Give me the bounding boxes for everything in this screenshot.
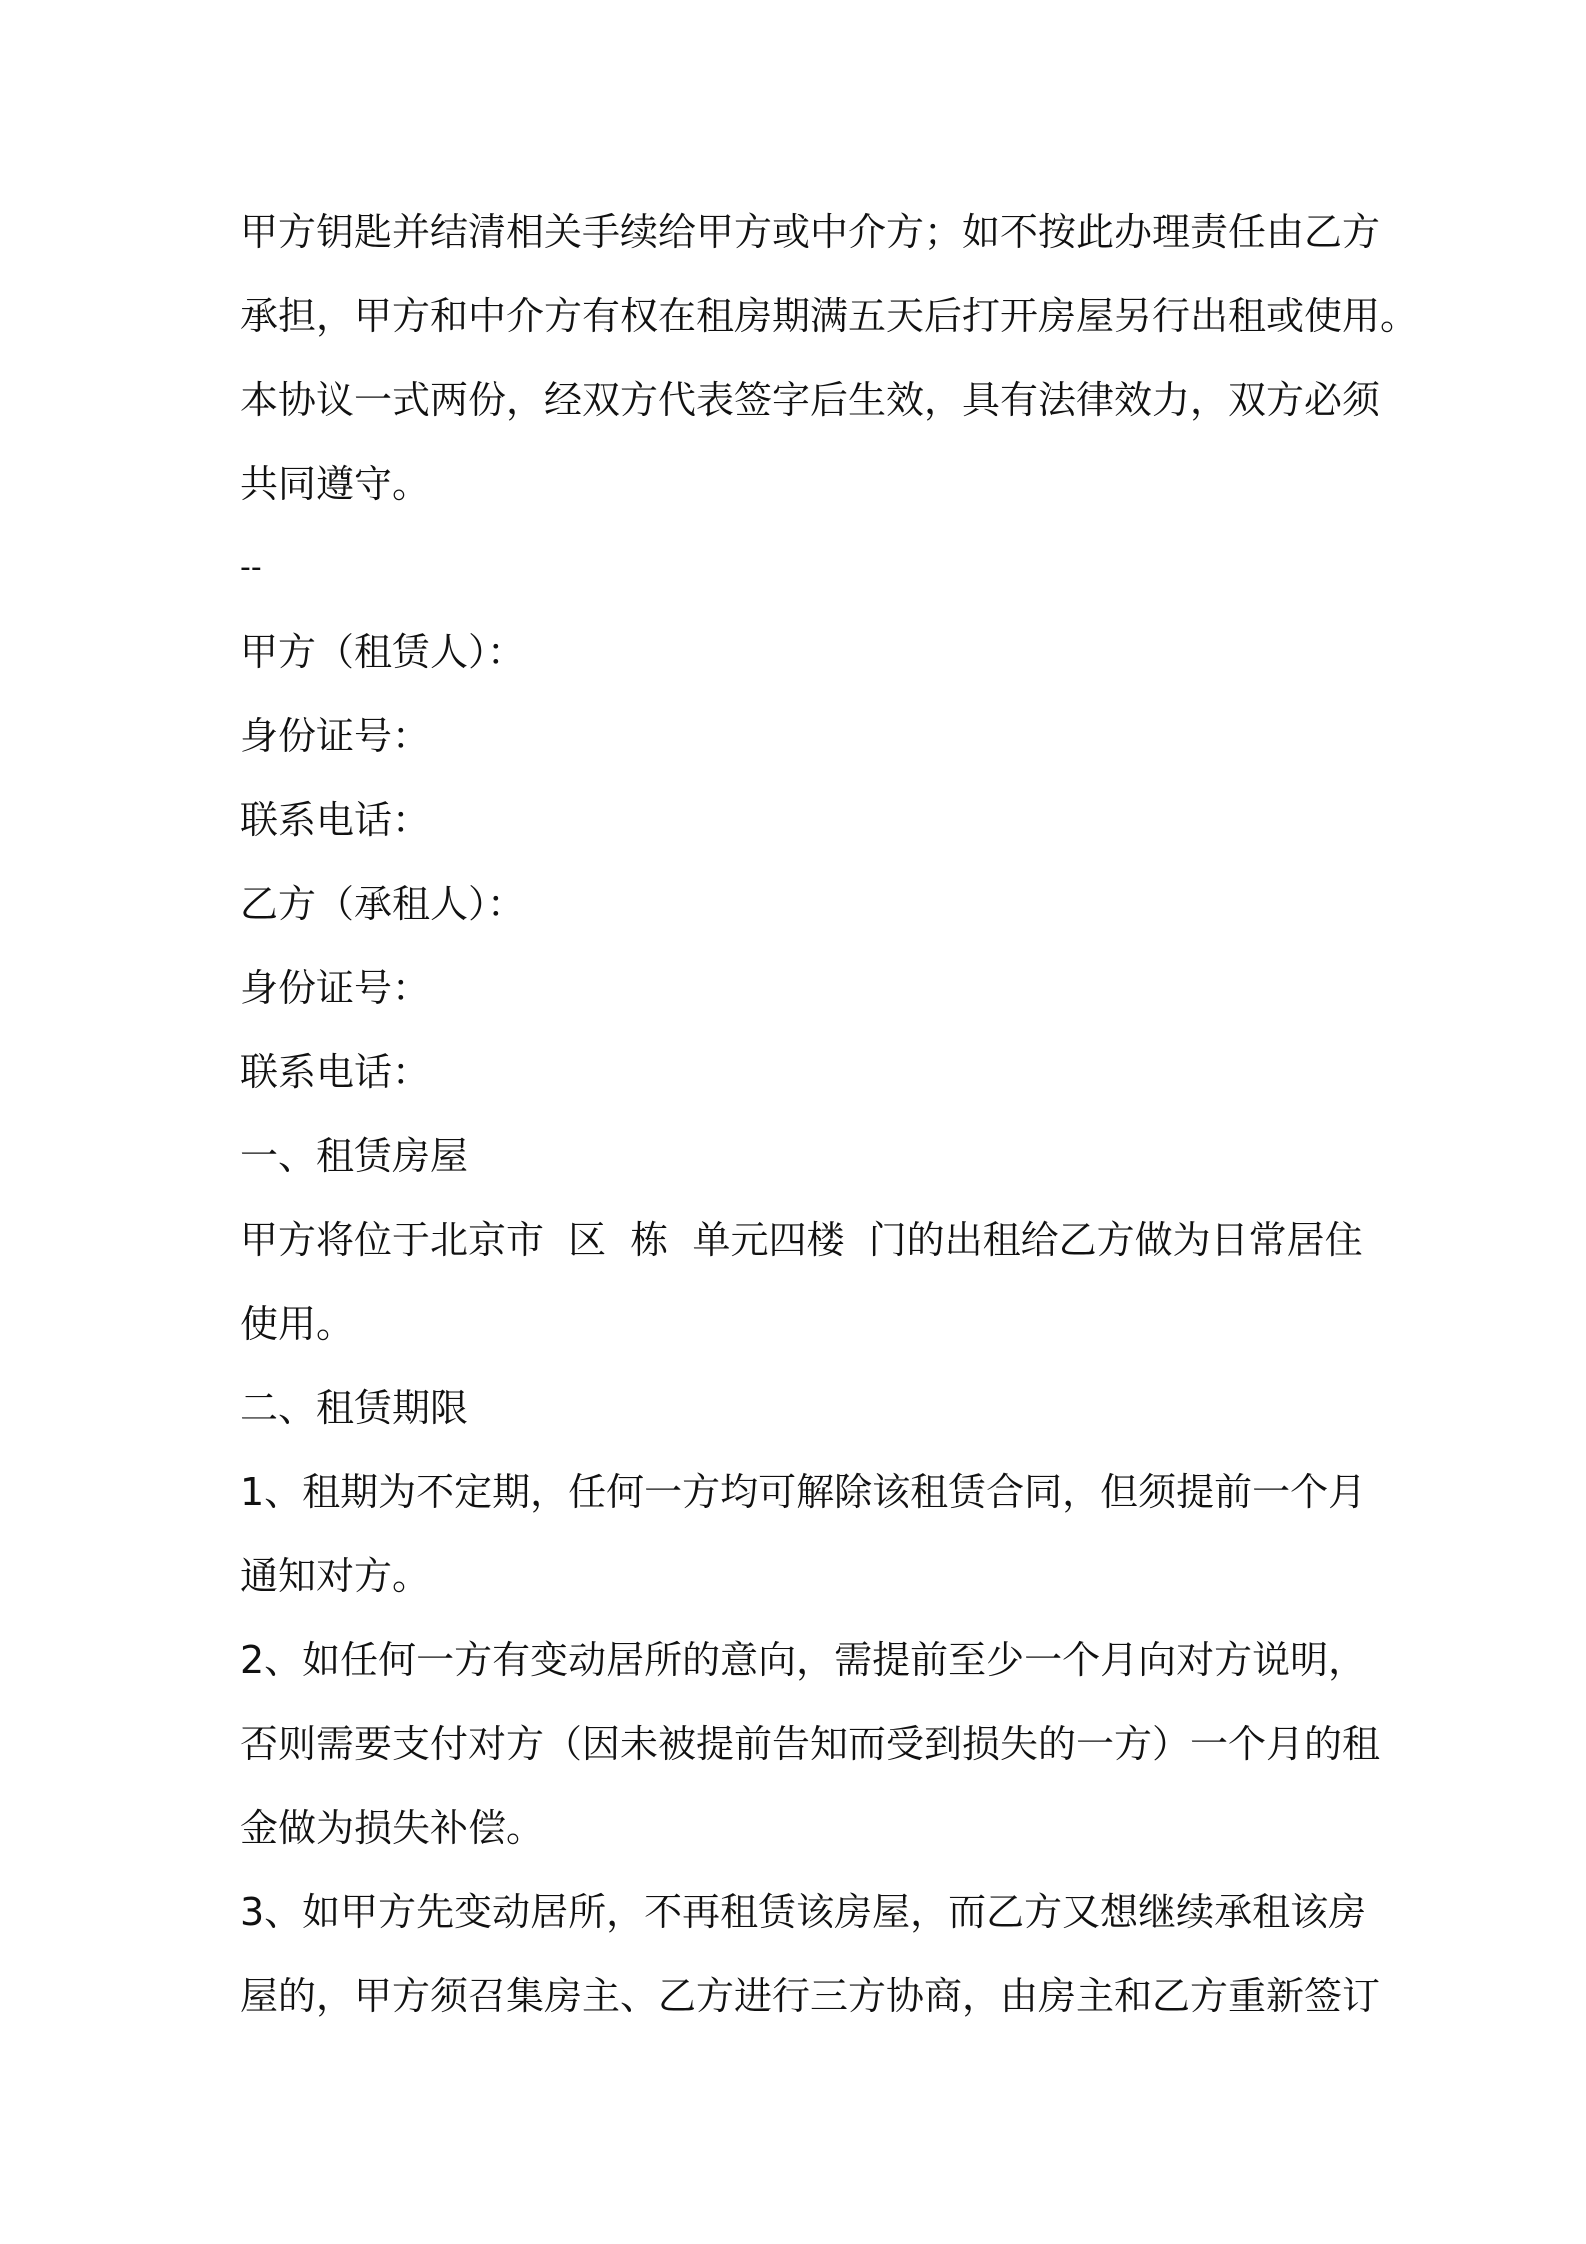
party-b-id-label: 身份证号： [240, 966, 431, 1010]
paragraph-line: 金做为损失补偿。 [240, 1806, 545, 1850]
party-b-phone-label: 联系电话： [240, 1050, 431, 1094]
paragraph-line: 1、租期为不定期，任何一方均可解除该租赁合同，但须提前一个月 [240, 1470, 1367, 1514]
paragraph-line: 共同遵守。 [240, 462, 431, 506]
party-a-id-label: 身份证号： [240, 714, 431, 758]
party-a-label: 甲方（租赁人）： [240, 630, 526, 674]
party-b-label: 乙方（承租人）： [240, 882, 526, 926]
separator-text: -- [240, 550, 262, 585]
paragraph-line: 使用。 [240, 1302, 355, 1346]
section-heading: 二、租赁期限 [240, 1386, 469, 1430]
paragraph-line: 承担，甲方和中介方有权在租房期满五天后打开房屋另行出租或使用。 [240, 294, 1419, 338]
paragraph-line: 甲方钥匙并结清相关手续给甲方或中介方；如不按此办理责任由乙方 [240, 210, 1381, 254]
paragraph-line: 屋的，甲方须召集房主、乙方进行三方协商，由房主和乙方重新签订 [240, 1974, 1381, 2018]
party-a-phone-label: 联系电话： [240, 798, 431, 842]
paragraph-line: 3、如甲方先变动居所，不再租赁该房屋，而乙方又想继续承租该房 [240, 1890, 1367, 1934]
paragraph-line: 本协议一式两份，经双方代表签字后生效，具有法律效力，双方必须 [240, 378, 1381, 422]
document-body [240, 190, 1419, 2038]
paragraph-line: 甲方将位于北京市 区 栋 单元四楼 门的出租给乙方做为日常居住 [240, 1218, 1363, 1262]
paragraph-line: 2、如任何一方有变动居所的意向，需提前至少一个月向对方说明， [240, 1638, 1367, 1682]
paragraph-line: 通知对方。 [240, 1554, 431, 1598]
section-heading: 一、租赁房屋 [240, 1134, 469, 1178]
paragraph-line: 否则需要支付对方（因未被提前告知而受到损失的一方）一个月的租 [240, 1722, 1381, 1766]
